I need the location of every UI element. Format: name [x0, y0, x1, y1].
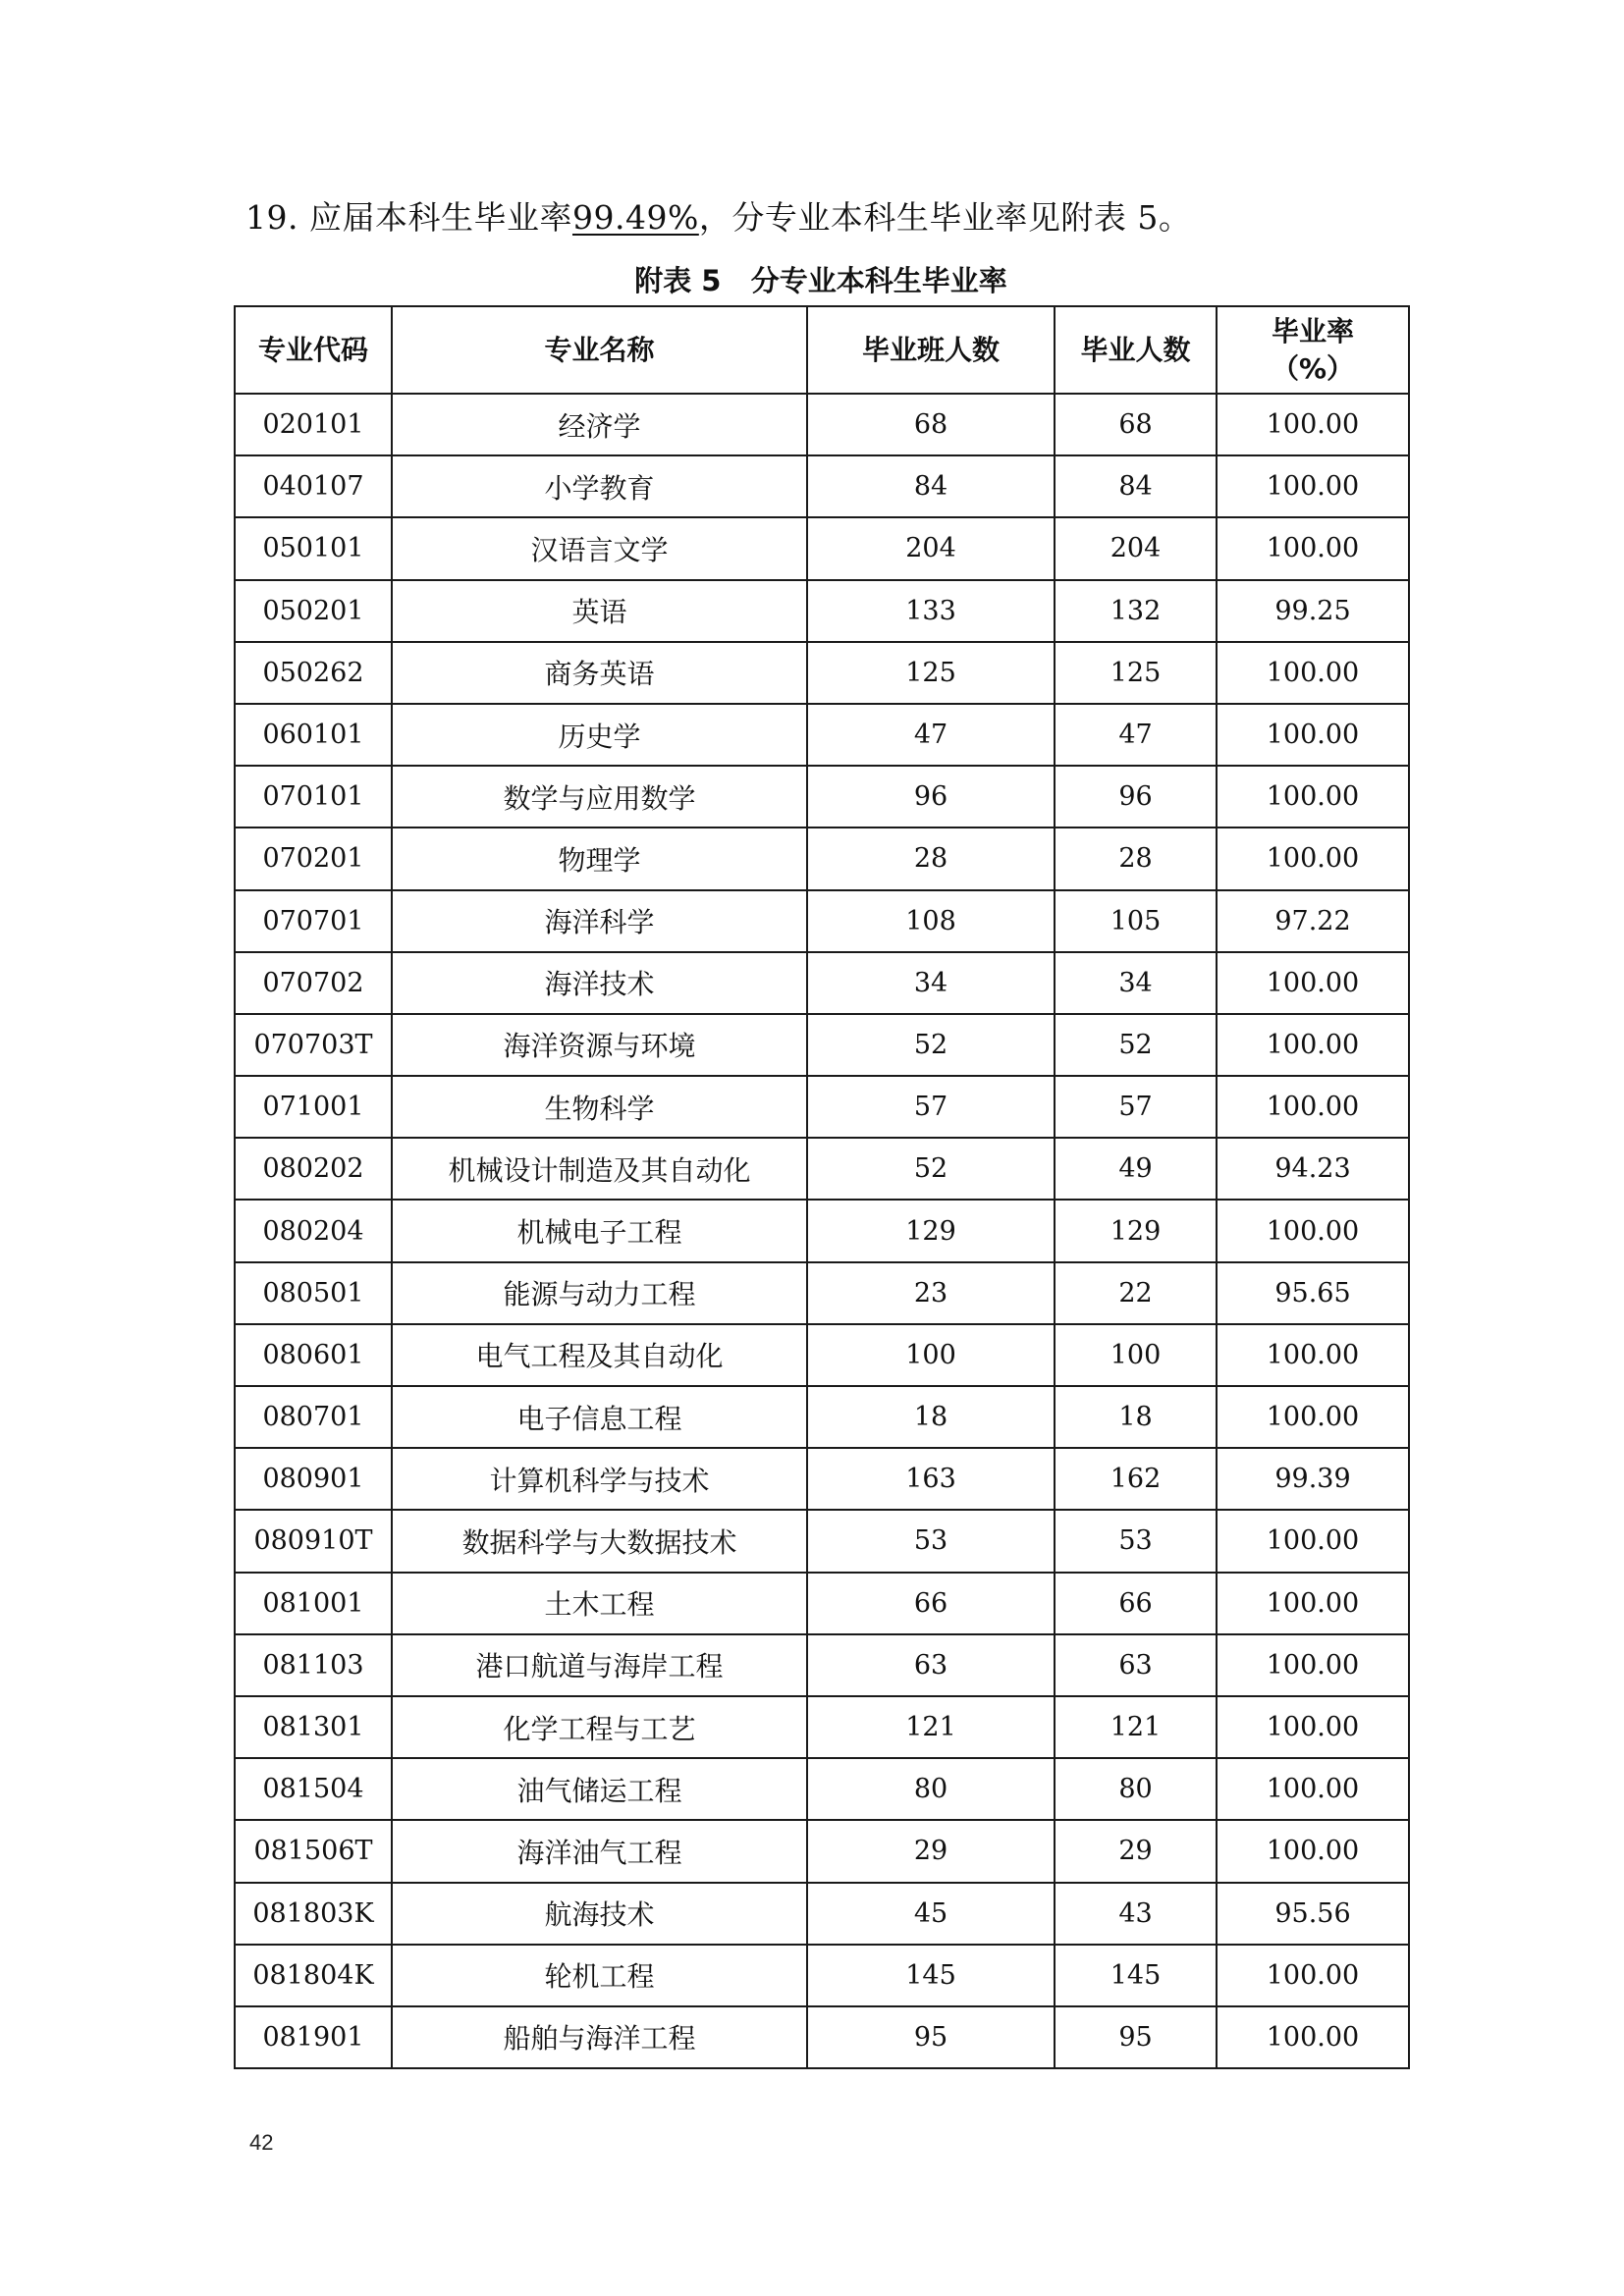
cell-class-total: 34 — [807, 952, 1055, 1014]
header-graduates: 毕业人数 — [1055, 306, 1217, 394]
cell-major-code: 080204 — [235, 1200, 392, 1261]
cell-major-name: 经济学 — [392, 394, 807, 455]
cell-class-total: 63 — [807, 1634, 1055, 1696]
cell-graduation-rate: 100.00 — [1217, 394, 1409, 455]
cell-major-name: 历史学 — [392, 704, 807, 766]
cell-major-code: 081301 — [235, 1696, 392, 1758]
cell-graduates: 145 — [1055, 1945, 1217, 2006]
cell-graduation-rate: 100.00 — [1217, 1014, 1409, 1076]
cell-major-name: 商务英语 — [392, 642, 807, 704]
table-row — [235, 1386, 1409, 1448]
table-row — [235, 766, 1409, 828]
cell-class-total: 80 — [807, 1758, 1055, 1820]
header-major-name: 专业名称 — [392, 306, 807, 394]
cell-graduation-rate: 100.00 — [1217, 2006, 1409, 2068]
cell-major-name: 数据科学与大数据技术 — [392, 1510, 807, 1572]
cell-graduates: 47 — [1055, 704, 1217, 766]
cell-class-total: 121 — [807, 1696, 1055, 1758]
cell-major-name: 海洋科学 — [392, 890, 807, 952]
cell-class-total: 100 — [807, 1324, 1055, 1386]
cell-major-name: 轮机工程 — [392, 1945, 807, 2006]
cell-major-name: 航海技术 — [392, 1883, 807, 1945]
cell-graduation-rate: 100.00 — [1217, 1510, 1409, 1572]
table-row — [235, 1696, 1409, 1758]
table-row — [235, 704, 1409, 766]
cell-graduates: 80 — [1055, 1758, 1217, 1820]
cell-graduation-rate: 100.00 — [1217, 1076, 1409, 1138]
cell-graduation-rate: 99.39 — [1217, 1448, 1409, 1510]
cell-graduates: 121 — [1055, 1696, 1217, 1758]
cell-graduation-rate: 100.00 — [1217, 1200, 1409, 1261]
cell-graduation-rate: 100.00 — [1217, 1324, 1409, 1386]
table-row — [235, 1820, 1409, 1882]
cell-graduates: 84 — [1055, 455, 1217, 517]
cell-graduation-rate: 100.00 — [1217, 1945, 1409, 2006]
cell-major-code: 081506T — [235, 1820, 392, 1882]
table-row — [235, 1883, 1409, 1945]
table-row — [235, 642, 1409, 704]
cell-major-name: 船舶与海洋工程 — [392, 2006, 807, 2068]
cell-graduates: 49 — [1055, 1138, 1217, 1200]
cell-graduates: 204 — [1055, 517, 1217, 579]
cell-class-total: 29 — [807, 1820, 1055, 1882]
table-row — [235, 1758, 1409, 1820]
cell-major-code: 081001 — [235, 1573, 392, 1634]
cell-graduation-rate: 95.65 — [1217, 1262, 1409, 1324]
cell-graduation-rate: 100.00 — [1217, 642, 1409, 704]
cell-graduates: 28 — [1055, 828, 1217, 889]
cell-major-name: 计算机科学与技术 — [392, 1448, 807, 1510]
cell-class-total: 163 — [807, 1448, 1055, 1510]
table-row — [235, 1573, 1409, 1634]
cell-major-code: 050201 — [235, 580, 392, 642]
cell-major-name: 数学与应用数学 — [392, 766, 807, 828]
cell-graduates: 125 — [1055, 642, 1217, 704]
cell-major-name: 物理学 — [392, 828, 807, 889]
table-row — [235, 1634, 1409, 1696]
table-row — [235, 1945, 1409, 2006]
cell-major-name: 能源与动力工程 — [392, 1262, 807, 1324]
table-row — [235, 1262, 1409, 1324]
cell-class-total: 133 — [807, 580, 1055, 642]
cell-major-name: 机械电子工程 — [392, 1200, 807, 1261]
cell-major-code: 070701 — [235, 890, 392, 952]
cell-major-code: 020101 — [235, 394, 392, 455]
cell-graduates: 22 — [1055, 1262, 1217, 1324]
cell-class-total: 66 — [807, 1573, 1055, 1634]
cell-class-total: 96 — [807, 766, 1055, 828]
cell-class-total: 129 — [807, 1200, 1055, 1261]
table-row — [235, 455, 1409, 517]
cell-major-name: 海洋油气工程 — [392, 1820, 807, 1882]
cell-major-name: 海洋资源与环境 — [392, 1014, 807, 1076]
cell-graduation-rate: 100.00 — [1217, 952, 1409, 1014]
cell-major-code: 050262 — [235, 642, 392, 704]
cell-major-name: 化学工程与工艺 — [392, 1696, 807, 1758]
cell-class-total: 18 — [807, 1386, 1055, 1448]
cell-graduates: 95 — [1055, 2006, 1217, 2068]
cell-class-total: 53 — [807, 1510, 1055, 1572]
cell-graduates: 162 — [1055, 1448, 1217, 1510]
cell-major-code: 080601 — [235, 1324, 392, 1386]
cell-major-code: 081804K — [235, 1945, 392, 2006]
cell-major-name: 海洋技术 — [392, 952, 807, 1014]
cell-graduates: 57 — [1055, 1076, 1217, 1138]
table-row — [235, 1138, 1409, 1200]
table-header-row — [235, 306, 1409, 394]
header-rate-line1: 毕业率 — [1271, 314, 1354, 347]
cell-major-code: 070703T — [235, 1014, 392, 1076]
cell-major-code: 081504 — [235, 1758, 392, 1820]
table-row — [235, 1510, 1409, 1572]
cell-class-total: 204 — [807, 517, 1055, 579]
table-row — [235, 1324, 1409, 1386]
cell-graduates: 68 — [1055, 394, 1217, 455]
cell-graduation-rate: 100.00 — [1217, 517, 1409, 579]
cell-graduation-rate: 100.00 — [1217, 1573, 1409, 1634]
table-row — [235, 1076, 1409, 1138]
cell-graduates: 129 — [1055, 1200, 1217, 1261]
cell-graduates: 34 — [1055, 952, 1217, 1014]
cell-graduates: 29 — [1055, 1820, 1217, 1882]
cell-major-name: 小学教育 — [392, 455, 807, 517]
table-caption: 附表 5 分专业本科生毕业率 — [634, 264, 1007, 297]
cell-graduates: 18 — [1055, 1386, 1217, 1448]
cell-major-code: 080901 — [235, 1448, 392, 1510]
cell-graduates: 43 — [1055, 1883, 1217, 1945]
cell-major-code: 081901 — [235, 2006, 392, 2068]
cell-class-total: 108 — [807, 890, 1055, 952]
cell-graduation-rate: 95.56 — [1217, 1883, 1409, 1945]
header-class-total: 毕业班人数 — [807, 306, 1055, 394]
cell-graduation-rate: 100.00 — [1217, 1820, 1409, 1882]
intro-text-before: 19. 应届本科生毕业率 — [245, 198, 572, 237]
cell-graduation-rate: 99.25 — [1217, 580, 1409, 642]
cell-major-code: 081103 — [235, 1634, 392, 1696]
cell-graduates: 132 — [1055, 580, 1217, 642]
table-row — [235, 890, 1409, 952]
cell-major-code: 080202 — [235, 1138, 392, 1200]
cell-major-code: 060101 — [235, 704, 392, 766]
table-row — [235, 517, 1409, 579]
cell-graduation-rate: 97.22 — [1217, 890, 1409, 952]
intro-paragraph — [245, 194, 1191, 241]
cell-major-name: 生物科学 — [392, 1076, 807, 1138]
cell-graduation-rate: 100.00 — [1217, 766, 1409, 828]
cell-graduation-rate: 100.00 — [1217, 1386, 1409, 1448]
header-rate-line2: （%） — [1271, 351, 1355, 385]
table-row — [235, 1448, 1409, 1510]
cell-major-code: 070201 — [235, 828, 392, 889]
cell-class-total: 95 — [807, 2006, 1055, 2068]
cell-major-name: 电子信息工程 — [392, 1386, 807, 1448]
cell-graduates: 53 — [1055, 1510, 1217, 1572]
cell-graduates: 52 — [1055, 1014, 1217, 1076]
cell-major-code: 070101 — [235, 766, 392, 828]
cell-major-code: 080501 — [235, 1262, 392, 1324]
cell-graduates: 105 — [1055, 890, 1217, 952]
overall-graduation-rate: 99.49% — [571, 198, 699, 237]
cell-graduates: 96 — [1055, 766, 1217, 828]
cell-class-total: 57 — [807, 1076, 1055, 1138]
cell-major-name: 油气储运工程 — [392, 1758, 807, 1820]
graduation-rate-table — [234, 305, 1410, 2069]
cell-graduation-rate: 100.00 — [1217, 828, 1409, 889]
header-graduation-rate — [1217, 306, 1409, 394]
cell-graduates: 66 — [1055, 1573, 1217, 1634]
table-row — [235, 952, 1409, 1014]
cell-class-total: 47 — [807, 704, 1055, 766]
cell-class-total: 52 — [807, 1138, 1055, 1200]
table-row — [235, 2006, 1409, 2068]
cell-major-code: 050101 — [235, 517, 392, 579]
table-row — [235, 394, 1409, 455]
cell-major-code: 081803K — [235, 1883, 392, 1945]
cell-graduation-rate: 100.00 — [1217, 1758, 1409, 1820]
cell-class-total: 45 — [807, 1883, 1055, 1945]
cell-major-name: 土木工程 — [392, 1573, 807, 1634]
cell-major-name: 英语 — [392, 580, 807, 642]
table-row — [235, 828, 1409, 889]
page-number: 42 — [249, 2130, 274, 2155]
cell-class-total: 28 — [807, 828, 1055, 889]
table-row — [235, 580, 1409, 642]
cell-major-code: 071001 — [235, 1076, 392, 1138]
cell-class-total: 84 — [807, 455, 1055, 517]
table-row — [235, 1200, 1409, 1261]
cell-major-code: 040107 — [235, 455, 392, 517]
cell-graduates: 63 — [1055, 1634, 1217, 1696]
cell-class-total: 52 — [807, 1014, 1055, 1076]
cell-graduation-rate: 94.23 — [1217, 1138, 1409, 1200]
cell-graduation-rate: 100.00 — [1217, 1696, 1409, 1758]
table-row — [235, 1014, 1409, 1076]
cell-major-name: 港口航道与海岸工程 — [392, 1634, 807, 1696]
cell-major-code: 080701 — [235, 1386, 392, 1448]
table-body — [235, 394, 1409, 2068]
cell-major-code: 080910T — [235, 1510, 392, 1572]
cell-major-name: 机械设计制造及其自动化 — [392, 1138, 807, 1200]
cell-class-total: 125 — [807, 642, 1055, 704]
cell-graduates: 100 — [1055, 1324, 1217, 1386]
intro-text-after: ，分专业本科生毕业率见附表 5。 — [698, 198, 1192, 237]
cell-graduation-rate: 100.00 — [1217, 455, 1409, 517]
cell-class-total: 68 — [807, 394, 1055, 455]
cell-major-name: 电气工程及其自动化 — [392, 1324, 807, 1386]
cell-class-total: 23 — [807, 1262, 1055, 1324]
cell-graduation-rate: 100.00 — [1217, 704, 1409, 766]
cell-major-name: 汉语言文学 — [392, 517, 807, 579]
cell-class-total: 145 — [807, 1945, 1055, 2006]
header-major-code: 专业代码 — [235, 306, 392, 394]
cell-major-code: 070702 — [235, 952, 392, 1014]
cell-graduation-rate: 100.00 — [1217, 1634, 1409, 1696]
